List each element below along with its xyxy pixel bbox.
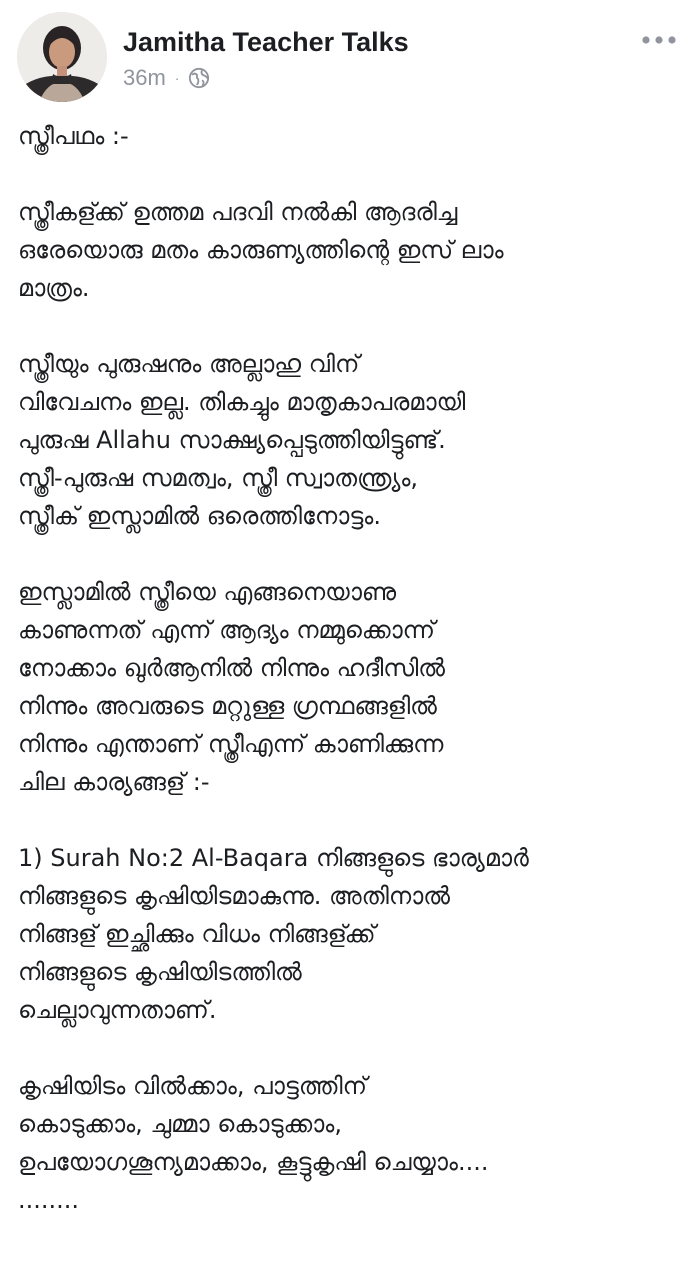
post-line: ഇസ്ലാമിൽ സ്ത്രീയെ എങ്ങനെയാണു xyxy=(18,578,397,606)
post-line: നിന്നും എന്താണ് സ്ത്രീഎന്ന് കാണിക്കുന്ന xyxy=(18,730,444,758)
post-paragraph xyxy=(18,573,678,801)
post-line: സ്ത്രീ-പുരുഷ സമത്വം, സ്ത്രീ സ്വാതന്ത്ര്യം, xyxy=(18,464,419,492)
post-line: മാത്രം. xyxy=(18,274,90,302)
profile-avatar-icon xyxy=(17,12,107,102)
post-line: ........ xyxy=(18,1186,80,1214)
post-body xyxy=(18,117,678,1219)
post-line: നിന്നും അവരുടെ മറ്റുള്ള ഗ്രന്ഥങ്ങളിൽ xyxy=(18,692,437,720)
post-line: നിങ്ങള് ഇച്ഛിക്കും വിധം നിങ്ങള്ക്ക് xyxy=(18,920,376,948)
post-line: പുരുഷ Allahu സാക്ഷ്യപ്പെടുത്തിയിട്ടുണ്ട്. xyxy=(18,426,446,454)
post-line: കൊടുക്കാം, ചുമ്മാ കൊടുക്കാം, xyxy=(18,1110,342,1138)
avatar[interactable] xyxy=(17,12,107,102)
post-line: നോക്കാം ഖുർആനിൽ നിന്നും ഹദീസിൽ xyxy=(18,654,446,682)
post-line: 1) Surah No:2 Al-Baqara നിങ്ങളുടെ ഭാര്യമാർ xyxy=(18,844,529,872)
post-line: നിങ്ങളുടെ കൃഷിയിടത്തിൽ xyxy=(18,958,302,986)
post-meta xyxy=(123,64,210,92)
post-time[interactable]: 36m xyxy=(123,65,166,90)
post-line: വിവേചനം ഇല്ല. തികച്ചും മാതൃകാപരമായി xyxy=(18,388,466,416)
more-options-icon[interactable] xyxy=(641,28,677,52)
globe-icon[interactable] xyxy=(188,67,210,89)
post-line: കാണുന്നത് എന്ന് ആദ്യം നമ്മുക്കൊന്ന് xyxy=(18,616,436,644)
post-line: ഒരേയൊരു മതം കാരുണ്യത്തിന്റെ ഇസ് ലാം xyxy=(18,236,504,264)
post-header xyxy=(0,0,693,110)
post-line: സ്ത്രീയും പുരുഷനും അല്ലാഹു വിന് xyxy=(18,350,360,378)
post-line: സ്ത്രീപഥം :- xyxy=(18,122,129,150)
post-line: സ്ത്രീകള്ക്ക് ഉത്തമ പദവി നൽകി ആദരിച്ച xyxy=(18,198,458,226)
post-line: കൃഷിയിടം വിൽക്കാം, പാട്ടത്തിന് xyxy=(18,1072,367,1100)
post-paragraph xyxy=(18,193,678,307)
post-line: ചില കാര്യങ്ങള് :- xyxy=(18,768,210,796)
meta-separator: · xyxy=(174,70,180,86)
post-paragraph xyxy=(18,117,678,155)
author-name[interactable]: Jamitha Teacher Talks xyxy=(123,27,409,57)
post-paragraph xyxy=(18,839,678,1029)
post-line: നിങ്ങളുടെ കൃഷിയിടമാകുന്നു. അതിനാൽ xyxy=(18,882,450,910)
post-line: സ്ത്രീക് ഇസ്ലാമിൽ ഒരെത്തിനോട്ടം. xyxy=(18,502,381,530)
post-paragraph xyxy=(18,1067,678,1219)
post-paragraph xyxy=(18,345,678,535)
post-line: ചെല്ലാവുന്നതാണ്. xyxy=(18,996,217,1024)
post-line: ഉപയോഗശൂന്യമാക്കാം, കൂട്ടുകൃഷി ചെയ്യാം.... xyxy=(18,1148,489,1176)
